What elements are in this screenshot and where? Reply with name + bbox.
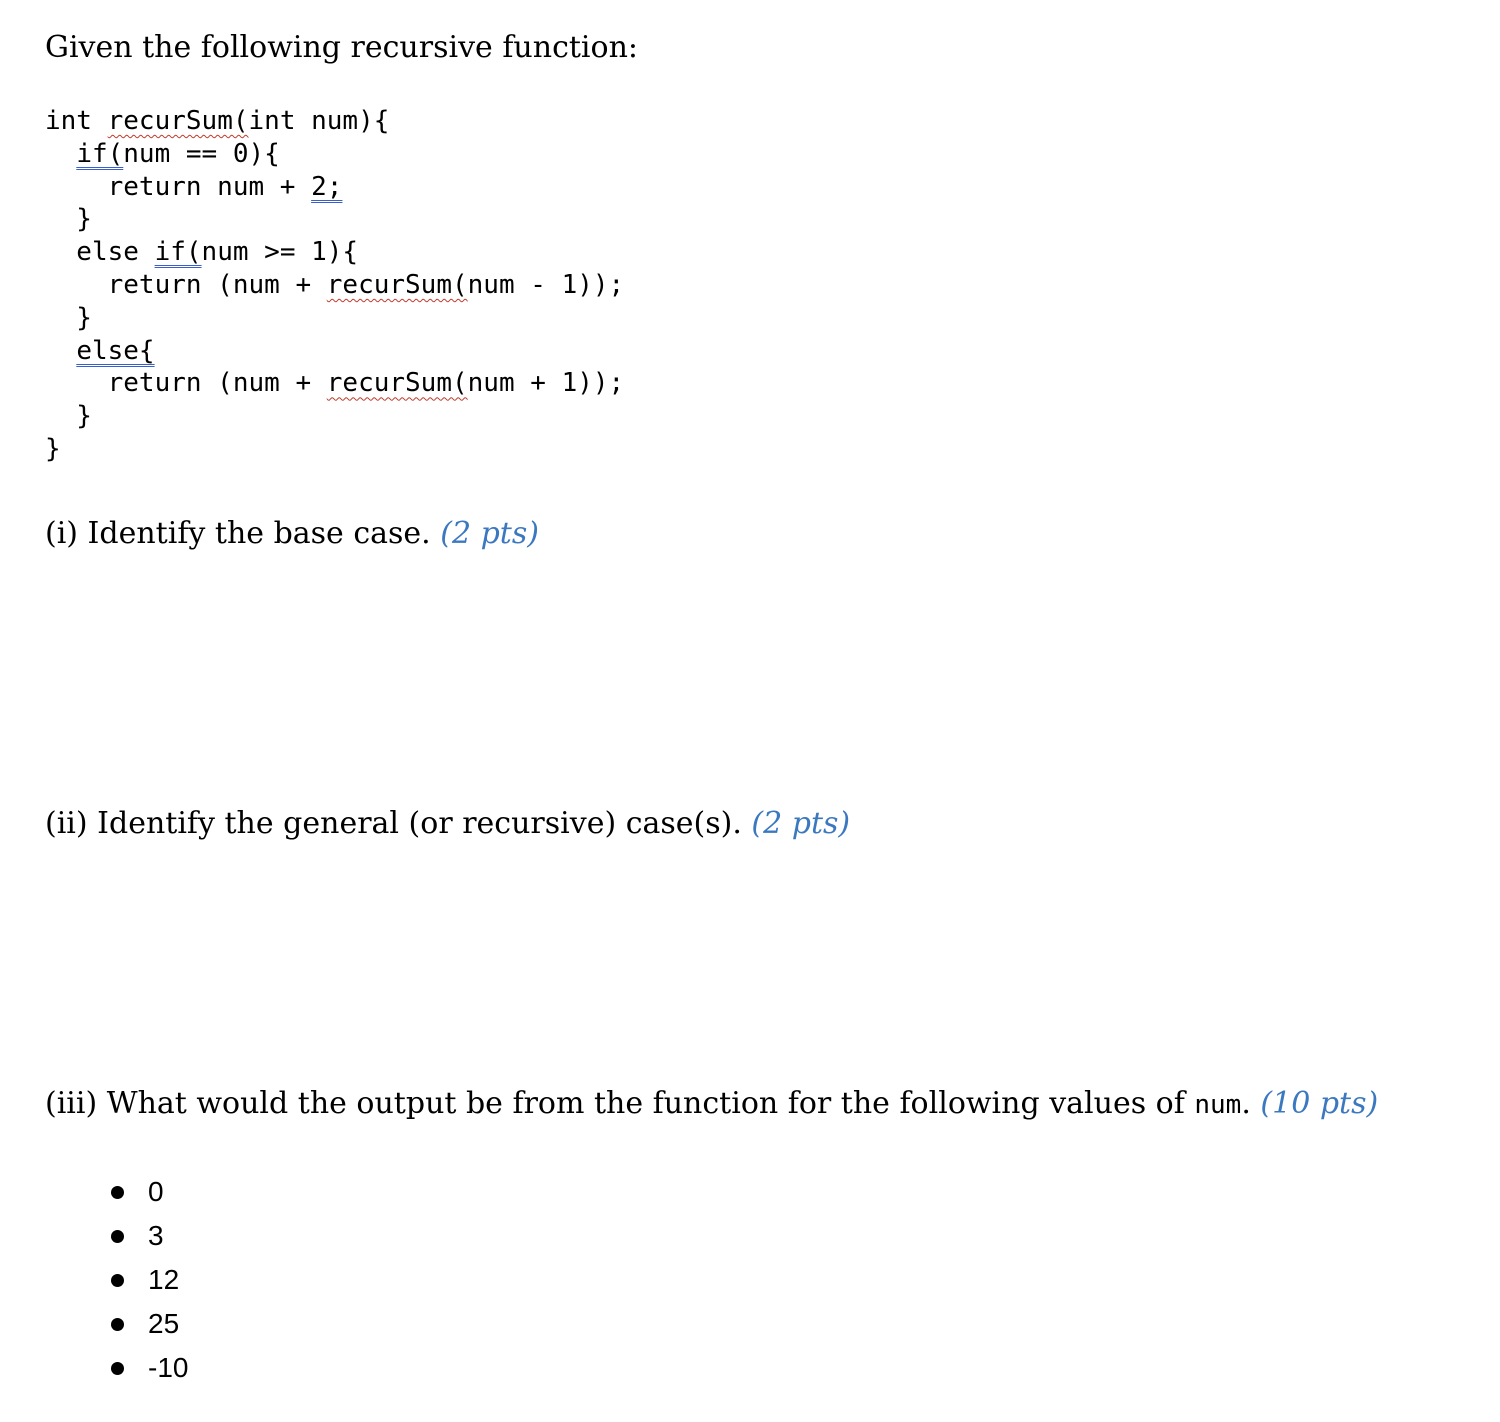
code-line-2: if(num == 0){ [76, 138, 280, 169]
if-keyword: if( [154, 237, 202, 268]
code-line-7: } [45, 302, 92, 333]
list-item: 3 [108, 1214, 188, 1258]
bullet-icon [111, 1274, 124, 1287]
code-line-6: return (num + recurSum(num - 1)); [45, 269, 625, 300]
code-line-4: } [45, 204, 92, 235]
code-line-11: } [45, 433, 61, 464]
list-item: 12 [108, 1258, 188, 1302]
values-list [108, 1170, 188, 1390]
question-3-code: num [1194, 1090, 1242, 1120]
question-2-text: (ii) Identify the general (or recursive) case(s). [45, 806, 752, 841]
code-block [45, 105, 624, 466]
bullet-icon [111, 1362, 124, 1375]
else-keyword: else{ [76, 335, 155, 366]
code-line-5: else if(num >= 1){ [45, 237, 359, 268]
list-item: 25 [108, 1302, 188, 1346]
code-line-8 [45, 335, 624, 368]
question-3 [45, 1084, 1378, 1125]
question-3-text: (iii) What would the output be from the function for the following values of [45, 1086, 1195, 1121]
question-1-points: (2 pts) [440, 516, 539, 551]
return-value: 2; [311, 171, 343, 202]
function-name: recurSum( [107, 106, 249, 136]
question-1-text: (i) Identify the base case. [45, 516, 441, 551]
list-item: 0 [108, 1170, 188, 1214]
if-keyword: if( [76, 138, 124, 169]
bullet-icon [111, 1230, 124, 1243]
recursive-call: recurSum( [326, 269, 468, 300]
code-line-1: int recurSum(int num){ [45, 106, 390, 136]
question-1 [45, 514, 539, 554]
list-item: -10 [108, 1346, 188, 1390]
bullet-icon [111, 1186, 124, 1199]
code-line-3: return num + 2; [45, 171, 343, 202]
question-3-points: (10 pts) [1260, 1086, 1379, 1121]
recursive-call: recurSum( [326, 368, 468, 399]
question-3-tail: . [1241, 1086, 1261, 1121]
question-2-points: (2 pts) [751, 806, 851, 841]
code-line-9: return (num + recurSum(num + 1)); [45, 368, 625, 399]
bullet-icon [111, 1318, 124, 1331]
code-line-10: } [45, 401, 92, 432]
question-2 [45, 804, 850, 844]
intro-heading: Given the following recursive function: [45, 30, 639, 65]
